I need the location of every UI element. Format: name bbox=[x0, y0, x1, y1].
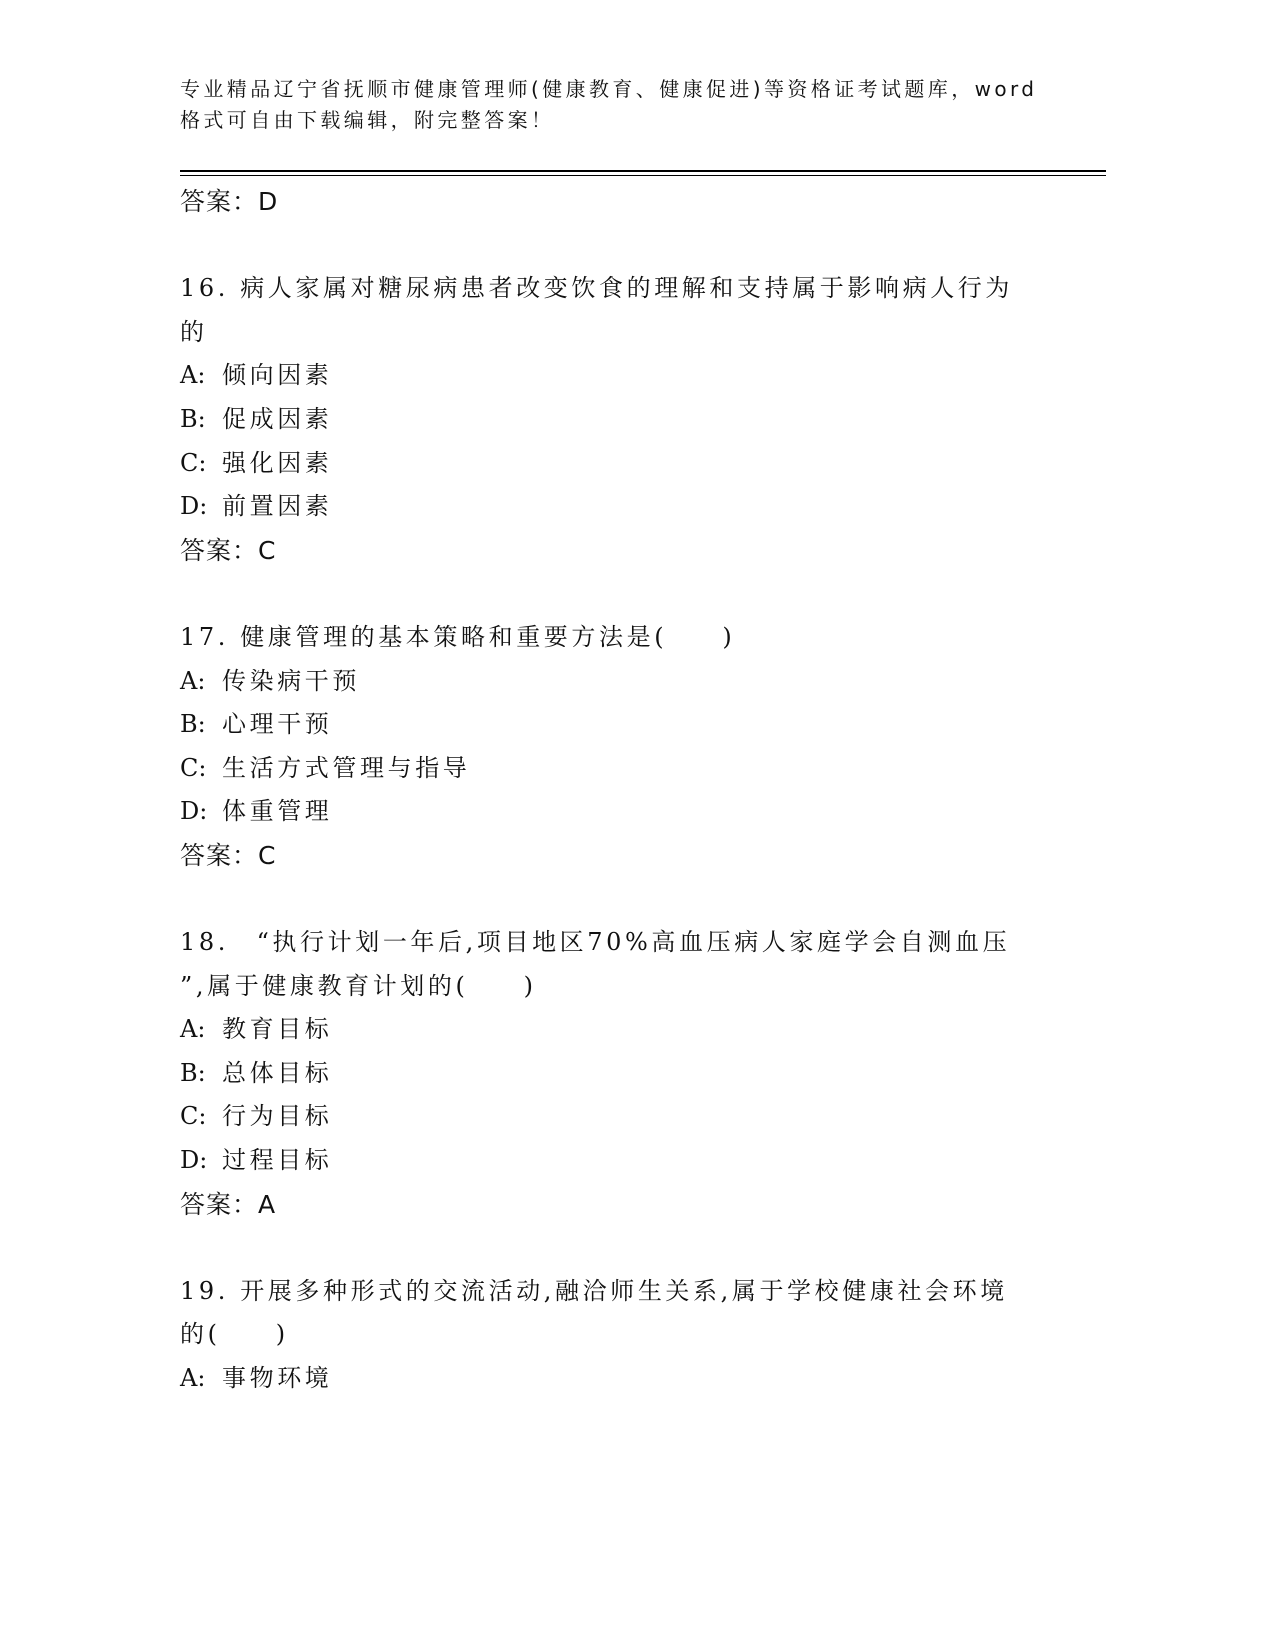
header-line: 专业精品辽宁省抚顺市健康管理师(健康教育、健康促进)等资格证考试题库，word bbox=[180, 77, 1038, 101]
option-a bbox=[180, 354, 1060, 398]
option-text: 总体目标 bbox=[222, 1058, 333, 1087]
option-text: 行为目标 bbox=[222, 1102, 333, 1131]
option-text: 强化因素 bbox=[222, 448, 333, 477]
option-a bbox=[180, 660, 1060, 704]
option-text: 倾向因素 bbox=[222, 361, 333, 390]
question-text: 16. 病人家属对糖尿病患者改变饮食的理解和支持属于影响病人行为 bbox=[180, 274, 1013, 303]
blank-line bbox=[180, 878, 1060, 922]
option-text: 促成因素 bbox=[222, 404, 333, 433]
option-key: C: bbox=[180, 753, 207, 782]
option-text: 过程目标 bbox=[222, 1146, 333, 1175]
option-key: A: bbox=[180, 1364, 206, 1393]
option-a bbox=[180, 1008, 1060, 1052]
answer-line: 答案：C bbox=[180, 840, 277, 870]
option-key: B: bbox=[180, 710, 206, 739]
option-text: 教育目标 bbox=[222, 1015, 333, 1044]
answer-line: 答案：A bbox=[180, 1189, 277, 1219]
option-key: A: bbox=[180, 361, 206, 390]
option-key: D: bbox=[180, 492, 208, 521]
option-c bbox=[180, 1095, 1060, 1139]
document-header bbox=[180, 74, 1060, 136]
option-key: B: bbox=[180, 404, 206, 433]
blank-line bbox=[180, 224, 1060, 268]
option-text: 前置因素 bbox=[222, 492, 333, 521]
option-key: C: bbox=[180, 448, 207, 477]
option-key: A: bbox=[180, 666, 206, 695]
option-text: 传染病干预 bbox=[222, 666, 360, 695]
option-text: 体重管理 bbox=[222, 797, 333, 826]
option-text: 心理干预 bbox=[222, 710, 333, 739]
blank-line bbox=[180, 572, 1060, 616]
option-c bbox=[180, 747, 1060, 791]
question-block bbox=[180, 572, 1060, 877]
question-text: 的( ) bbox=[180, 1320, 289, 1349]
option-b bbox=[180, 703, 1060, 747]
option-key: B: bbox=[180, 1058, 206, 1087]
question-list bbox=[180, 180, 1060, 1401]
option-b bbox=[180, 1052, 1060, 1096]
question-text: 的 bbox=[180, 317, 208, 346]
question-block bbox=[180, 1226, 1060, 1400]
header-divider bbox=[180, 170, 1106, 172]
option-key: D: bbox=[180, 1146, 208, 1175]
option-key: A: bbox=[180, 1015, 206, 1044]
blank-line bbox=[180, 1226, 1060, 1270]
header-divider-thin bbox=[180, 175, 1106, 176]
option-key: C: bbox=[180, 1102, 207, 1131]
option-text: 事物环境 bbox=[222, 1364, 333, 1393]
option-d bbox=[180, 790, 1060, 834]
question-text: ”,属于健康教育计划的( ) bbox=[180, 971, 537, 1000]
option-d bbox=[180, 1139, 1060, 1183]
option-key: D: bbox=[180, 797, 208, 826]
header-line: 格式可自由下载编辑，附完整答案！ bbox=[180, 108, 555, 132]
option-b bbox=[180, 398, 1060, 442]
answer-line: 答案：D bbox=[180, 187, 279, 216]
option-text: 生活方式管理与指导 bbox=[222, 753, 471, 782]
question-block bbox=[180, 878, 1060, 1227]
option-d bbox=[180, 485, 1060, 529]
question-text: 19. 开展多种形式的交流活动,融洽师生关系,属于学校健康社会环境 bbox=[180, 1276, 1008, 1305]
option-c bbox=[180, 442, 1060, 486]
question-text: 18. “执行计划一年后,项目地区70%高血压病人家庭学会自测血压 bbox=[180, 928, 1011, 957]
question-block bbox=[180, 224, 1060, 573]
answer-line: 答案：C bbox=[180, 535, 277, 565]
question-text: 17. 健康管理的基本策略和重要方法是( ) bbox=[180, 622, 736, 651]
option-a bbox=[180, 1357, 1060, 1401]
